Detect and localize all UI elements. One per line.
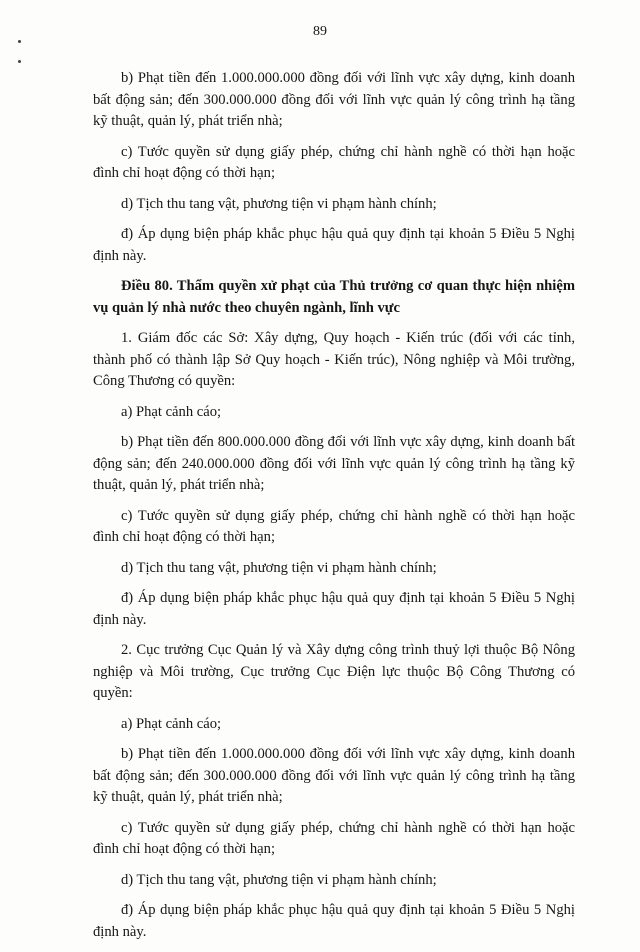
paragraph: d) Tịch thu tang vật, phương tiện vi phạm hành chính; [121, 871, 437, 888]
paragraph: b) Phạt tiền đến 800.000.000 đồng đối với lĩnh vực xây dựng, kinh doanh bất động sản; đến 240.000.000 đồng đối với lĩnh vực quản lý công trình hạ tầng kỹ thuật, quản lý, phát triển nhà; [93, 434, 575, 493]
paragraph: b) Phạt tiền đến 1.000.000.000 đồng đối với lĩnh vực xây dựng, kinh doanh bất động sản; đến 300.000.000 đồng đối với lĩnh vực quản lý công trình hạ tầng kỹ thuật, quản lý, phát triển nhà; [93, 70, 575, 129]
paragraph: c) Tước quyền sử dụng giấy phép, chứng chỉ hành nghề có thời hạn hoặc đình chỉ hoạt động có thời hạn; [93, 507, 575, 545]
page-number: 89 [313, 24, 327, 39]
paragraph: đ) Áp dụng biện pháp khắc phục hậu quả quy định tại khoản 5 Điều 5 Nghị định này. [93, 902, 575, 940]
paragraph: d) Tịch thu tang vật, phương tiện vi phạm hành chính; [121, 195, 437, 212]
paragraph: 2. Cục trưởng Cục Quản lý và Xây dựng công trình thuỷ lợi thuộc Bộ Nông nghiệp và Môi trường, Cục trưởng Cục Điện lực thuộc Bộ Công Thương có quyền: [93, 642, 575, 701]
paragraph: đ) Áp dụng biện pháp khắc phục hậu quả quy định tại khoản 5 Điều 5 Nghị định này. [93, 590, 575, 628]
paragraph: đ) Áp dụng biện pháp khắc phục hậu quả quy định tại khoản 5 Điều 5 Nghị định này. [93, 226, 575, 264]
scan-speck [18, 40, 21, 43]
scan-speck [18, 60, 21, 63]
paragraph: b) Phạt tiền đến 1.000.000.000 đồng đối với lĩnh vực xây dựng, kinh doanh bất động sản; đến 300.000.000 đồng đối với lĩnh vực quản lý công trình hạ tầng kỹ thuật, quản lý, phát triển nhà; [93, 746, 575, 805]
paragraph: d) Tịch thu tang vật, phương tiện vi phạm hành chính; [121, 559, 437, 576]
paragraph: c) Tước quyền sử dụng giấy phép, chứng chỉ hành nghề có thời hạn hoặc đình chỉ hoạt động có thời hạn; [93, 819, 575, 857]
paragraph: 1. Giám đốc các Sở: Xây dựng, Quy hoạch - Kiến trúc (đối với các tỉnh, thành phố có thành lập Sở Quy hoạch - Kiến trúc), Nông nghiệp và Môi trường, Công Thương có quyền: [93, 330, 575, 389]
paragraph: a) Phạt cảnh cáo; [121, 403, 222, 420]
paragraph: c) Tước quyền sử dụng giấy phép, chứng chỉ hành nghề có thời hạn hoặc đình chỉ hoạt động có thời hạn; [93, 143, 575, 181]
document-body [93, 68, 575, 952]
paragraph: a) Phạt cảnh cáo; [121, 715, 222, 732]
article-heading: Điều 80. Thẩm quyền xử phạt của Thủ trưởng cơ quan thực hiện nhiệm vụ quản lý nhà nước theo chuyên ngành, lĩnh vực [93, 278, 575, 316]
